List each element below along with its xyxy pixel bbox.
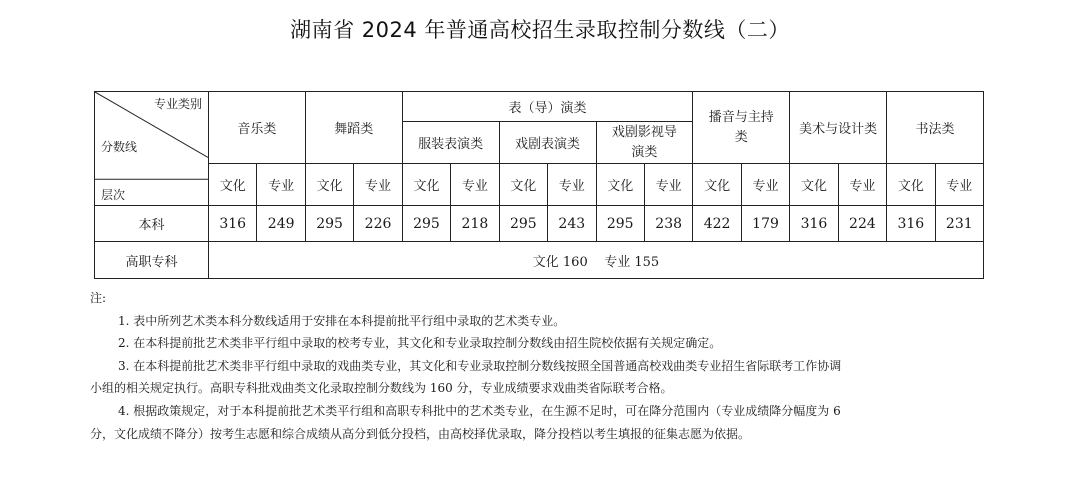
score-cell: 295 — [402, 206, 450, 242]
score-cell: 316 — [209, 206, 257, 242]
subheader-zhuanye: 专业 — [935, 164, 983, 206]
score-cell: 179 — [741, 206, 789, 242]
score-cell: 316 — [887, 206, 935, 242]
note-2: 2. 在本科提前批艺术类非平行组中录取的校考专业，其文化和专业录取控制分数线由招生院校依据有关规定确定。 — [118, 336, 722, 351]
note-4-continued: 分，文化成绩不降分）按考生志愿和综合成绩从高分到低分投档，由高校择优录取，降分投档以考生填报的征集志愿为依据。 — [90, 426, 751, 441]
header-calligraphy: 书法类 — [887, 92, 984, 164]
score-cell: 231 — [935, 206, 983, 242]
subheader-wenhua: 文化 — [596, 164, 644, 206]
subheader-wenhua: 文化 — [305, 164, 353, 206]
score-cell: 243 — [548, 206, 596, 242]
header-performance: 表（导）演类 — [402, 92, 693, 122]
note-3: 3. 在本科提前批艺术类非平行组中录取的戏曲类专业，其文化和专业录取控制分数线按照全国普通高校戏曲类专业招生省际联考工作协调 — [118, 358, 842, 373]
subheader-wenhua: 文化 — [693, 164, 741, 206]
score-cell: 238 — [644, 206, 692, 242]
subheader-wenhua: 文化 — [402, 164, 450, 206]
subheader-zhuanye: 专业 — [354, 164, 402, 206]
score-cell: 226 — [354, 206, 402, 242]
subheader-zhuanye: 专业 — [838, 164, 886, 206]
notes-heading: 注: — [90, 291, 107, 305]
subheader-wenhua: 文化 — [887, 164, 935, 206]
corner-label-level: 层次 — [101, 188, 126, 202]
row-label-gaozhi: 高职专科 — [95, 242, 209, 279]
score-cell: 249 — [257, 206, 305, 242]
subheader-zhuanye: 专业 — [451, 164, 499, 206]
header-dance: 舞蹈类 — [305, 92, 402, 164]
note-4: 4. 根据政策规定，对于本科提前批艺术类平行组和高职专科批中的艺术类专业，在生源不足时，可在降分范围内（专业成绩降分幅度为 6 — [118, 403, 841, 418]
score-cell: 218 — [451, 206, 499, 242]
subheader-zhuanye: 专业 — [257, 164, 305, 206]
score-cell: 224 — [838, 206, 886, 242]
note-3-continued: 小组的相关规定执行。高职专科批戏曲类文化录取控制分数线为 160 分，专业成绩要求戏曲类省际联考合格。 — [90, 381, 673, 396]
header-art-design: 美术与设计类 — [790, 92, 887, 164]
score-table — [94, 91, 984, 279]
notes-section — [90, 287, 990, 445]
score-cell: 295 — [499, 206, 547, 242]
row-label-benke: 本科 — [95, 206, 209, 242]
subheader-zhuanye: 专业 — [741, 164, 789, 206]
header-drama: 戏剧表演类 — [499, 122, 596, 164]
score-cell: 422 — [693, 206, 741, 242]
subheader-wenhua: 文化 — [499, 164, 547, 206]
score-cell: 295 — [305, 206, 353, 242]
table-corner-header — [95, 92, 209, 206]
score-cell: 316 — [790, 206, 838, 242]
subheader-wenhua: 文化 — [790, 164, 838, 206]
header-music: 音乐类 — [209, 92, 306, 164]
header-film-directing: 戏剧影视导演类 — [596, 122, 693, 164]
header-broadcast: 播音与主持类 — [693, 92, 790, 164]
corner-label-score: 分数线 — [101, 140, 138, 154]
header-costume: 服装表演类 — [402, 122, 499, 164]
note-1: 1. 表中所列艺术类本科分数线适用于安排在本科提前批平行组中录取的艺术类专业。 — [118, 313, 566, 328]
subheader-wenhua: 文化 — [209, 164, 257, 206]
subheader-zhuanye: 专业 — [548, 164, 596, 206]
gaozhi-scores: 文化 160 专业 155 — [209, 242, 984, 279]
corner-label-category: 专业类别 — [153, 97, 202, 111]
subheader-zhuanye: 专业 — [644, 164, 692, 206]
page-title: 湖南省 2024 年普通高校招生录取控制分数线（二） — [290, 18, 790, 42]
score-cell: 295 — [596, 206, 644, 242]
